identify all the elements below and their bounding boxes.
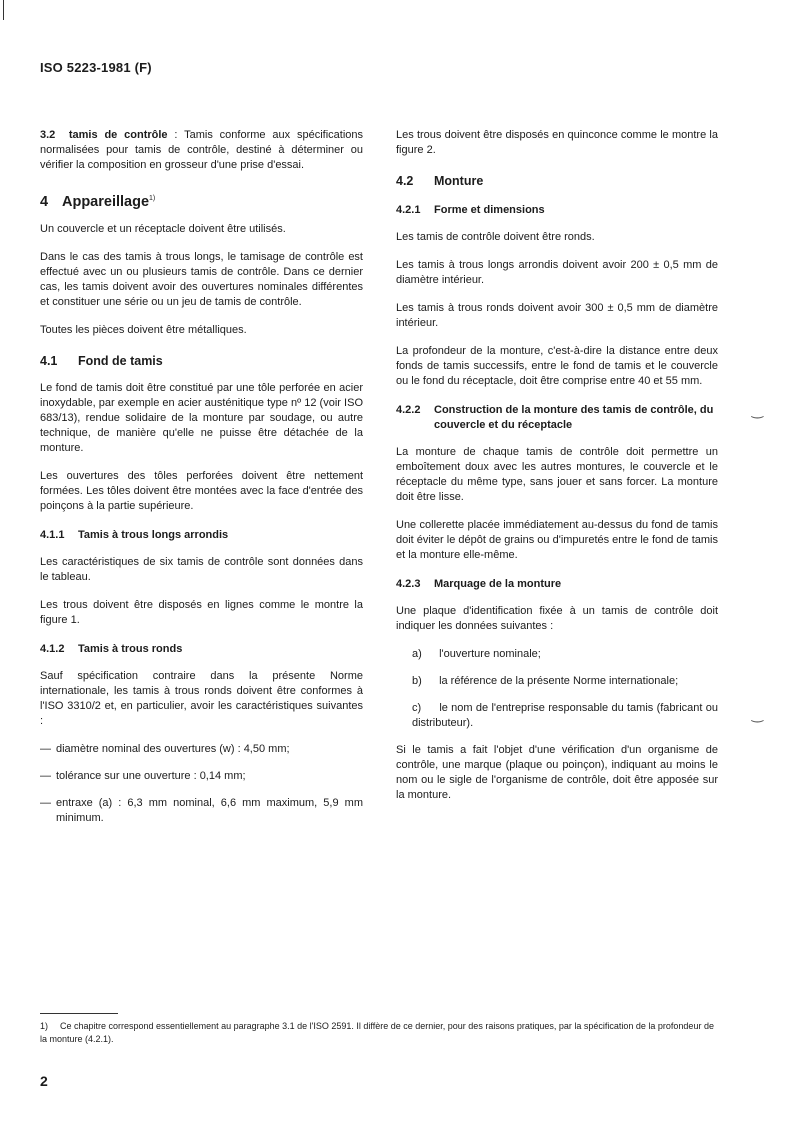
heading-4-2-2 bbox=[396, 403, 718, 433]
list-item bbox=[396, 701, 718, 731]
paragraph: La monture de chaque tamis de contrôle doit permettre un emboîtement doux avec les autres montures, le couvercle et le réceptacle du même type, sans jouer et sans forcer. La monture doit être lisse. bbox=[396, 446, 718, 503]
paragraph: Un couvercle et un réceptacle doivent être utilisés. bbox=[40, 223, 286, 235]
section-title: Tamis à trous ronds bbox=[78, 643, 183, 655]
section-number: 4.1 bbox=[40, 354, 58, 368]
paragraph: Les tamis de contrôle doivent être ronds. bbox=[396, 231, 595, 243]
section-title: Fond de tamis bbox=[78, 354, 163, 368]
list-item-text: l'ouverture nominale; bbox=[439, 648, 541, 660]
paragraph: Les tamis à trous ronds doivent avoir 300 ± 0,5 mm de diamètre intérieur. bbox=[396, 302, 718, 329]
section-number: 4 bbox=[40, 194, 49, 210]
list-label: a) bbox=[412, 648, 422, 660]
list-label: c) bbox=[412, 702, 422, 714]
binding-mark-icon: ‿ bbox=[751, 402, 763, 418]
paragraph: Les trous doivent être disposés en quinconce comme le montre la figure 2. bbox=[396, 129, 718, 156]
page-number: 2 bbox=[40, 1073, 48, 1089]
footnote-text: Ce chapitre correspond essentiellement au paragraphe 3.1 de l'ISO 2591. Il diffère de ce dernier, pour des raisons pratiques, par la spécification de la profondeur de la monture (4.2.1). bbox=[40, 1021, 714, 1044]
paragraph: Si le tamis a fait l'objet d'une vérification d'un organisme de contrôle, une marque (plaque ou poinçon), indiquant au moins le nom ou le sigle de l'organisme de contrôle, doit être apposée sur la monture. bbox=[396, 744, 718, 801]
section-title: Marquage de la monture bbox=[434, 578, 562, 590]
footnote-divider bbox=[40, 1013, 118, 1014]
heading-4-2 bbox=[396, 174, 718, 189]
paragraph: Une collerette placée immédiatement au-dessus du fond de tamis doit éviter le dépôt de grains ou d'impuretés entre le fond de tamis et la monture elle-même. bbox=[396, 519, 718, 561]
paragraph: Les tamis à trous longs arrondis doivent avoir 200 ± 0,5 mm de diamètre intérieur. bbox=[396, 259, 718, 286]
section-title: Construction de la monture des tamis de contrôle, du couvercle et du réceptacle bbox=[434, 404, 714, 431]
list-item bbox=[396, 674, 718, 689]
list-dash: — bbox=[40, 770, 51, 782]
section-number: 4.2.3 bbox=[396, 578, 421, 590]
list-item bbox=[40, 769, 363, 784]
paragraph: Une plaque d'identification fixée à un tamis de contrôle doit indiquer les données suivantes : bbox=[396, 605, 718, 632]
left-column bbox=[40, 128, 363, 838]
list-item bbox=[396, 647, 718, 662]
list-item-text: la référence de la présente Norme internationale; bbox=[439, 675, 679, 687]
footnote-reference: 1) bbox=[149, 195, 156, 202]
right-column bbox=[396, 128, 718, 816]
paragraph: Sauf spécification contraire dans la présente Norme internationale, les tamis à trous ronds doivent être conformes à l'ISO 3310/2 et, en particulier, avoir les caractéristiques suivantes : bbox=[40, 670, 363, 727]
list-label: b) bbox=[412, 675, 422, 687]
heading-4-1-1 bbox=[40, 528, 363, 543]
section-title: Forme et dimensions bbox=[434, 204, 545, 216]
section-title: Tamis à trous longs arrondis bbox=[78, 529, 229, 541]
paragraph: Toutes les pièces doivent être métalliques. bbox=[40, 324, 247, 336]
definition-3-2 bbox=[40, 128, 363, 173]
heading-4-2-1 bbox=[396, 203, 718, 218]
footnote bbox=[40, 1020, 720, 1046]
list-item bbox=[40, 742, 363, 757]
paragraph: La profondeur de la monture, c'est-à-dire la distance entre deux fonds de tamis successifs, entre le fond de tamis et le couvercle ou le fond du réceptacle, doit être comprise entre 40 et 55 mm. bbox=[396, 345, 718, 387]
standard-reference: ISO 5223-1981 (F) bbox=[40, 60, 152, 75]
defined-term: tamis de contrôle bbox=[68, 129, 168, 141]
section-number: 4.2.2 bbox=[396, 404, 421, 416]
section-title: Appareillage bbox=[62, 194, 150, 210]
section-number: 4.1.1 bbox=[40, 529, 65, 541]
scan-edge-mark bbox=[3, 0, 4, 20]
list-dash: — bbox=[40, 797, 51, 809]
list-item-text: entraxe (a) : 6,3 mm nominal, 6,6 mm maximum, 5,9 mm minimum. bbox=[56, 797, 363, 824]
definition-text: : Tamis conforme aux spécifications normalisées pour tamis de contrôle, destiné à déterminer ou vérifier la composition en grosseur d'une prise d'essai. bbox=[40, 129, 363, 171]
section-number: 3.2 bbox=[40, 129, 56, 141]
list-item bbox=[40, 796, 363, 826]
paragraph: Le fond de tamis doit être constitué par une tôle perforée en acier inoxydable, par exemple en acier austénitique type nº 12 (voir ISO 683/13), rendue solidaire de la monture par soudage, ou autre technique, de manière qu'elle ne puisse être détachée de la monture. bbox=[40, 382, 363, 454]
binding-mark-icon: ‿ bbox=[751, 706, 763, 722]
list-item-text: tolérance sur une ouverture : 0,14 mm; bbox=[56, 770, 246, 782]
section-number: 4.2 bbox=[396, 174, 414, 188]
list-item-text: diamètre nominal des ouvertures (w) : 4,50 mm; bbox=[56, 743, 290, 755]
paragraph: Les ouvertures des tôles perforées doivent être nettement formées. Les tôles doivent être montées avec la face d'entrée des poinçons à la partie supérieure. bbox=[40, 470, 363, 512]
paragraph: Dans le cas des tamis à trous longs, le tamisage de contrôle est effectué avec un ou plusieurs tamis de contrôle. Dans ce dernier cas, les tamis doivent avoir des ouvertures nominales différentes et constituer une série ou un jeu de tamis de contrôle. bbox=[40, 251, 363, 308]
heading-4-1-2 bbox=[40, 642, 363, 657]
section-title: Monture bbox=[434, 174, 484, 188]
list-item-text: le nom de l'entreprise responsable du tamis (fabricant ou distributeur). bbox=[412, 702, 718, 729]
section-number: 4.1.2 bbox=[40, 643, 65, 655]
heading-4-2-3 bbox=[396, 577, 718, 592]
list-dash: — bbox=[40, 743, 51, 755]
heading-4 bbox=[40, 191, 363, 210]
section-number: 4.2.1 bbox=[396, 204, 421, 216]
paragraph: Les trous doivent être disposés en lignes comme le montre la figure 1. bbox=[40, 599, 363, 626]
heading-4-1 bbox=[40, 354, 363, 369]
footnote-marker: 1) bbox=[40, 1021, 49, 1031]
paragraph: Les caractéristiques de six tamis de contrôle sont données dans le tableau. bbox=[40, 556, 363, 583]
